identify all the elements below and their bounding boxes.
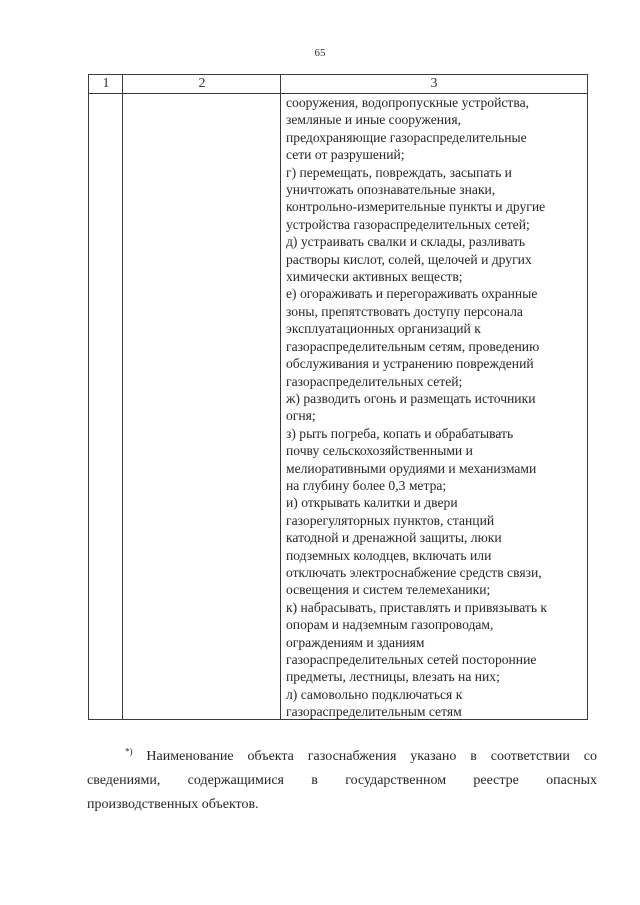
- column-divider-2: [280, 75, 281, 719]
- footnote-marker: *): [125, 746, 133, 757]
- table-header-row: [89, 75, 587, 94]
- cell-text-line: обслуживания и устранению повреждений: [286, 356, 534, 372]
- column-divider-1: [122, 75, 123, 719]
- cell-text-line: освещения и систем телемеханики;: [286, 582, 491, 598]
- cell-text-line: зоны, препятствовать доступу персонала: [286, 303, 523, 319]
- cell-text-line: г) перемещать, повреждать, засыпать и: [286, 164, 512, 180]
- cell-text-line: газораспределительным сетям, проведению: [286, 338, 540, 354]
- cell-text-line: газорегуляторных пунктов, станций: [286, 512, 495, 528]
- footnote: [87, 745, 597, 817]
- cell-text-line: опорам и надземным газопроводам,: [286, 617, 494, 633]
- cell-text-line: газораспределительных сетей посторонние: [286, 652, 537, 667]
- cell-text-line: земляные и иные сооружения,: [286, 112, 461, 128]
- cell-text-line: катодной и дренажной защиты, люки: [286, 530, 502, 546]
- cell-text-line: уничтожать опознавательные знаки,: [286, 182, 496, 198]
- cell-text-line: ограждениям и зданиям: [286, 634, 425, 650]
- column-header-3: 3: [430, 76, 438, 91]
- cell-text-line: газораспределительных сетей;: [286, 373, 463, 389]
- cell-text-line: к) набрасывать, приставлять и привязывать к: [286, 599, 548, 615]
- footnote-line-2: сведениями, содержащимися в государственном реестре опасных: [87, 773, 597, 788]
- cell-text-line: ж) разводить огонь и размещать источники: [286, 390, 536, 406]
- cell-text-line: химически активных веществ;: [286, 269, 463, 285]
- cell-text-line: и) открывать калитки и двери: [286, 495, 458, 511]
- cell-text-line: почву сельскохозяйственными и: [286, 443, 473, 459]
- cell-text-line: сооружения, водопропускные устройства,: [286, 95, 530, 110]
- cell-text-line: сети от разрушений;: [286, 147, 405, 163]
- column-header-2: 2: [198, 76, 206, 91]
- cell-text-line: д) устраивать свалки и склады, разливать: [286, 234, 526, 250]
- document-table: [88, 74, 588, 720]
- cell-text-line: мелиоративными орудиями и механизмами: [286, 460, 537, 476]
- footnote-text-1: Наименование объекта газоснабжения указано в соответствии со: [146, 749, 597, 764]
- cell-text-line: з) рыть погреба, копать и обрабатывать: [286, 425, 514, 441]
- cell-text-line: л) самовольно подключаться к: [286, 686, 463, 702]
- cell-text-line: газораспределительным сетям: [286, 704, 462, 720]
- cell-text-line: предметы, лестницы, влезать на них;: [286, 669, 500, 685]
- column-header-1: 1: [102, 76, 110, 91]
- cell-text-line: отключать электроснабжение средств связи,: [286, 564, 542, 580]
- cell-text-line: е) огораживать и перегораживать охранные: [286, 286, 538, 302]
- cell-text-line: эксплуатационных организаций к: [286, 321, 481, 337]
- cell-text-line: на глубину более 0,3 метра;: [286, 477, 447, 493]
- table-cell-column-3: [286, 94, 588, 721]
- cell-text-line: огня;: [286, 408, 316, 424]
- footnote-line-3: производственных объектов.: [87, 797, 259, 812]
- footnote-line-1: [87, 745, 597, 769]
- page-number: 65: [314, 47, 326, 59]
- cell-text-line: устройства газораспределительных сетей;: [286, 216, 530, 232]
- cell-text-line: предохраняющие газораспределительные: [286, 129, 527, 145]
- cell-text-line: контрольно-измерительные пункты и другие: [286, 199, 546, 215]
- cell-text-line: подземных колодцев, включать или: [286, 547, 492, 563]
- cell-text-line: растворы кислот, солей, щелочей и других: [286, 251, 532, 267]
